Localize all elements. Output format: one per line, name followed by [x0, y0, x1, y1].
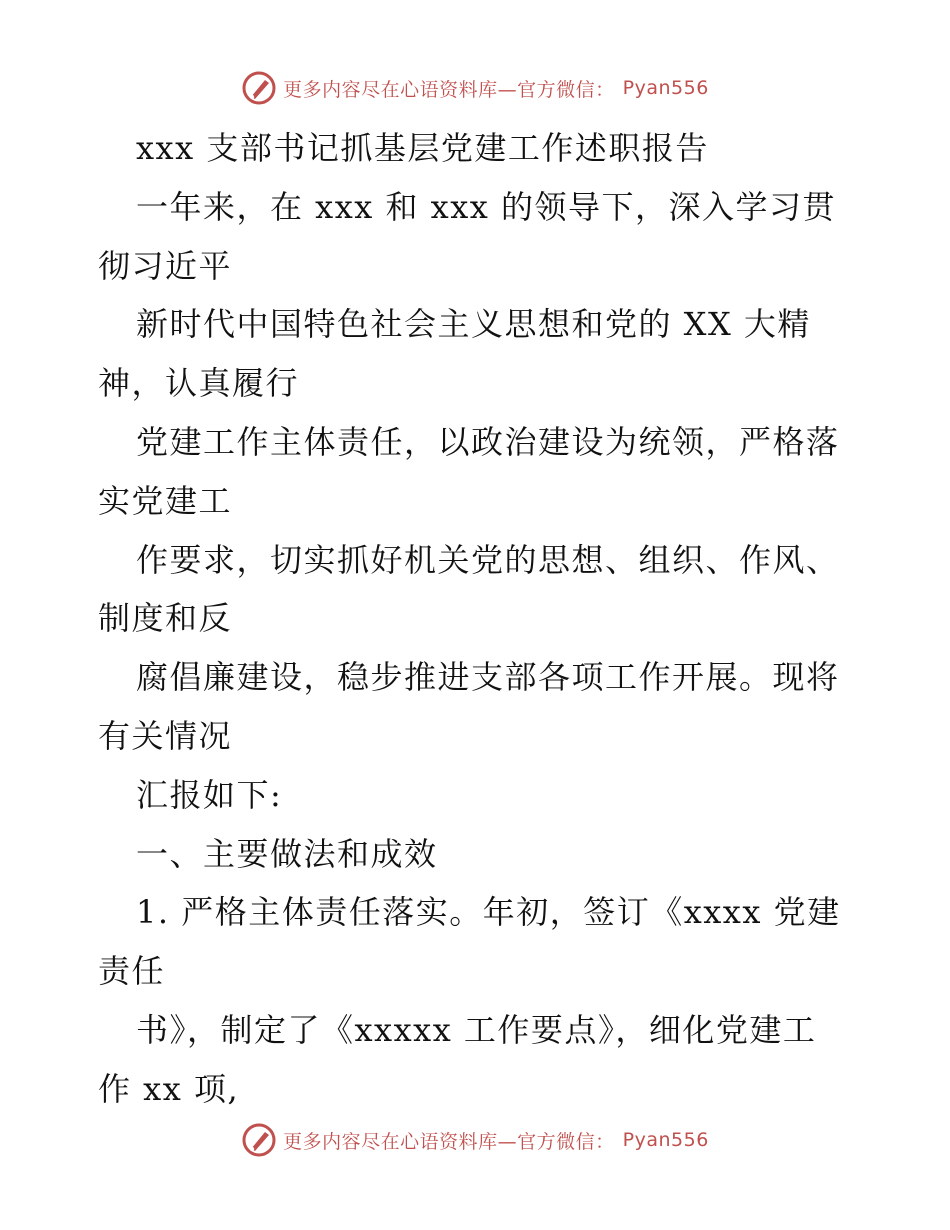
body-line: 书》，制定了《xxxxx 工作要点》，细化党建工: [136, 1010, 817, 1049]
body-line: 腐倡廉建设，稳步推进支部各项工作开展。现将: [136, 658, 840, 697]
body-line: 责任: [98, 952, 166, 991]
document-body: [98, 124, 868, 1124]
body-line: 党建工作主体责任，以政治建设为统领，严格落: [136, 422, 840, 461]
body-line: 作要求，切实抓好机关党的思想、组织、作风、: [136, 540, 840, 579]
section-heading: 一、主要做法和成效: [136, 834, 438, 873]
body-line: 1. 严格主体责任落实。年初，签订《xxxx 党建: [136, 893, 841, 932]
watermark-handle: Pyan556: [622, 77, 709, 99]
pen-logo-icon: [241, 70, 277, 106]
body-line: 汇报如下:: [136, 775, 283, 814]
body-line: 彻习近平: [98, 246, 233, 285]
footer-watermark: [0, 1122, 950, 1158]
watermark-text: 更多内容尽在心语资料库—官方微信：: [283, 1130, 615, 1153]
body-line: 新时代中国特色社会主义思想和党的 XX 大精: [136, 305, 811, 344]
pen-logo-icon: [241, 1122, 277, 1158]
body-line: 一年来，在 xxx 和 xxx 的领导下，深入学习贯: [136, 187, 836, 226]
body-line: 制度和反: [98, 599, 233, 638]
document-title: xxx 支部书记抓基层党建工作述职报告: [136, 129, 709, 167]
body-line: 作 xx 项,: [98, 1069, 240, 1108]
body-line: 实党建工: [98, 481, 233, 520]
header-watermark: [0, 70, 950, 106]
body-line: 有关情况: [98, 716, 233, 755]
watermark-text: 更多内容尽在心语资料库—官方微信：: [283, 78, 615, 101]
body-line: 神，认真履行: [98, 364, 300, 403]
watermark-handle: Pyan556: [622, 1129, 709, 1151]
